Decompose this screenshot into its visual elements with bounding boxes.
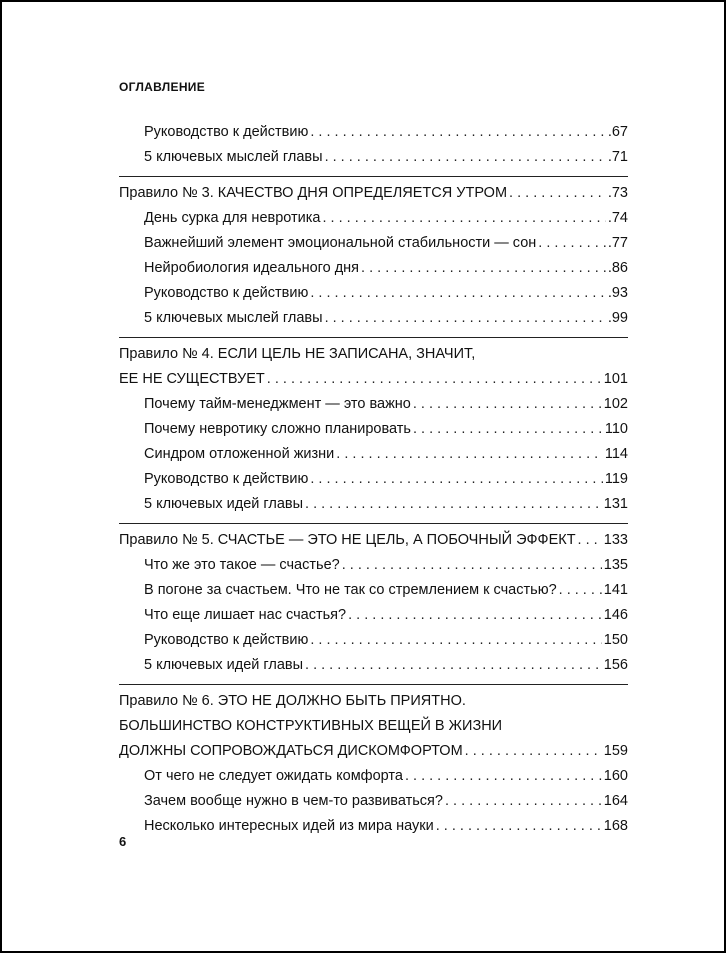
toc-entry	[119, 764, 628, 789]
toc-entry-title: Руководство к действию	[144, 632, 309, 648]
toc-entry-page: 168	[603, 818, 628, 834]
toc-chapter-heading	[119, 528, 628, 553]
toc-entry-title: 5 ключевых идей главы	[144, 496, 304, 512]
toc-entry	[119, 467, 628, 492]
page-number: 6	[119, 834, 127, 849]
toc-entry-page: .77	[607, 235, 628, 251]
toc-entry-title: От чего не следует ожидать комфорта	[144, 768, 403, 784]
toc-entry-title: 5 ключевых мыслей главы	[144, 149, 323, 165]
toc-entry	[119, 120, 628, 145]
dot-leader	[267, 367, 602, 392]
toc-entry-page: 131	[603, 496, 628, 512]
toc-entry	[119, 145, 628, 170]
running-head: ОГЛАВЛЕНИЕ	[119, 80, 206, 94]
toc-entry	[119, 553, 628, 578]
dot-leader	[348, 603, 602, 628]
toc-entry-title: Что еще лишает нас счастья?	[144, 607, 347, 623]
table-of-contents	[119, 120, 628, 845]
toc-entry-page: 119	[604, 471, 628, 487]
chapter-title-line-2: БОЛЬШИНСТВО КОНСТРУКТИВНЫХ ВЕЩЕЙ В ЖИЗНИ	[119, 718, 503, 734]
toc-entry-title: Почему тайм-менеджмент — это важно	[144, 396, 411, 412]
dot-leader	[310, 628, 601, 653]
dot-leader	[305, 653, 602, 678]
toc-chapter-heading	[119, 739, 628, 764]
dot-leader	[310, 467, 603, 492]
toc-entry-title: В погоне за счастьем. Что не так со стремлением к счастью?	[144, 582, 557, 598]
toc-entry-title: Нейробиология идеального дня	[144, 260, 360, 276]
toc-entry	[119, 603, 628, 628]
dot-leader	[305, 492, 602, 517]
toc-entry	[119, 628, 628, 653]
toc-entry-title: Важнейший элемент эмоциональной стабильности — сон	[144, 235, 537, 251]
dot-leader	[538, 231, 606, 256]
dot-leader	[310, 281, 605, 306]
toc-entry-page: 141	[603, 582, 628, 598]
toc-entry	[119, 653, 628, 678]
dot-leader	[342, 553, 602, 578]
toc-entry-page: .74	[607, 210, 628, 226]
toc-entry-title: 5 ключевых мыслей главы	[144, 310, 323, 326]
toc-entry-title: Руководство к действию	[144, 471, 309, 487]
toc-section-rule-6	[119, 685, 628, 845]
toc-entry-title: Что же это такое — счастье?	[144, 557, 340, 573]
toc-entry-title: Почему невротику сложно планировать	[144, 421, 411, 437]
toc-entry-page: 150	[603, 632, 628, 648]
toc-entry-title: Несколько интересных идей из мира науки	[144, 818, 434, 834]
toc-entry-page: .67	[607, 124, 628, 140]
toc-entry	[119, 492, 628, 517]
toc-chapter-heading	[119, 367, 628, 392]
toc-entry	[119, 417, 628, 442]
chapter-page: 159	[603, 743, 628, 759]
toc-entry	[119, 789, 628, 814]
chapter-page: .73	[607, 185, 628, 201]
toc-entry	[119, 281, 628, 306]
dot-leader	[436, 814, 602, 839]
toc-entry-title: Синдром отложенной жизни	[144, 446, 335, 462]
dot-leader	[310, 120, 605, 145]
dot-leader	[405, 764, 602, 789]
toc-entry-page: 164	[603, 793, 628, 809]
toc-entry	[119, 442, 628, 467]
toc-chapter-heading	[119, 181, 628, 206]
dot-leader	[323, 206, 606, 231]
toc-entry-page: .99	[607, 310, 628, 326]
toc-entry-title: Зачем вообще нужно в чем-то развиваться?	[144, 793, 443, 809]
toc-entry-page: .93	[607, 285, 628, 301]
dot-leader	[413, 392, 602, 417]
toc-entry	[119, 256, 628, 281]
chapter-title: Правило № 5. СЧАСТЬЕ — ЭТО НЕ ЦЕЛЬ, А ПОБОЧНЫЙ ЭФФЕКТ	[119, 532, 576, 548]
toc-entry	[119, 578, 628, 603]
chapter-title: ДОЛЖНЫ СОПРОВОЖДАТЬСЯ ДИСКОМФОРТОМ	[119, 743, 463, 759]
toc-entry-page: 160	[603, 768, 628, 784]
toc-entry-title: Руководство к действию	[144, 124, 309, 140]
toc-entry	[119, 231, 628, 256]
toc-entry-page: 110	[604, 421, 628, 437]
toc-section-rule-3	[119, 177, 628, 338]
toc-section-continued	[119, 120, 628, 177]
toc-entry-page: 146	[603, 607, 628, 623]
toc-entry-page: 102	[603, 396, 628, 412]
toc-entry-page: 156	[603, 657, 628, 673]
chapter-title-line-1: Правило № 6. ЭТО НЕ ДОЛЖНО БЫТЬ ПРИЯТНО.	[119, 693, 466, 709]
toc-entry-page: .71	[607, 149, 628, 165]
chapter-title-line-1: Правило № 4. ЕСЛИ ЦЕЛЬ НЕ ЗАПИСАНА, ЗНАЧИТ,	[119, 346, 476, 362]
toc-entry-title: День сурка для невротика	[144, 210, 321, 226]
chapter-page: 101	[603, 371, 628, 387]
dot-leader	[336, 442, 603, 467]
toc-section-rule-4	[119, 338, 628, 524]
toc-entry	[119, 392, 628, 417]
toc-entry-page: 135	[603, 557, 628, 573]
dot-leader	[578, 528, 602, 553]
toc-entry	[119, 814, 628, 839]
chapter-page: 133	[603, 532, 628, 548]
dot-leader	[361, 256, 606, 281]
dot-leader	[559, 578, 602, 603]
dot-leader	[509, 181, 606, 206]
toc-entry-page: .86	[607, 260, 628, 276]
dot-leader	[325, 145, 606, 170]
toc-section-rule-5	[119, 524, 628, 685]
toc-entry	[119, 306, 628, 331]
toc-entry-title: Руководство к действию	[144, 285, 309, 301]
chapter-title: Правило № 3. КАЧЕСТВО ДНЯ ОПРЕДЕЛЯЕТСЯ УТРОМ	[119, 185, 508, 201]
chapter-title: ЕЕ НЕ СУЩЕСТВУЕТ	[119, 371, 265, 387]
dot-leader	[325, 306, 606, 331]
toc-entry-title: 5 ключевых идей главы	[144, 657, 304, 673]
toc-entry	[119, 206, 628, 231]
toc-entry-page: 114	[604, 446, 628, 462]
dot-leader	[465, 739, 602, 764]
dot-leader	[445, 789, 602, 814]
dot-leader	[413, 417, 603, 442]
